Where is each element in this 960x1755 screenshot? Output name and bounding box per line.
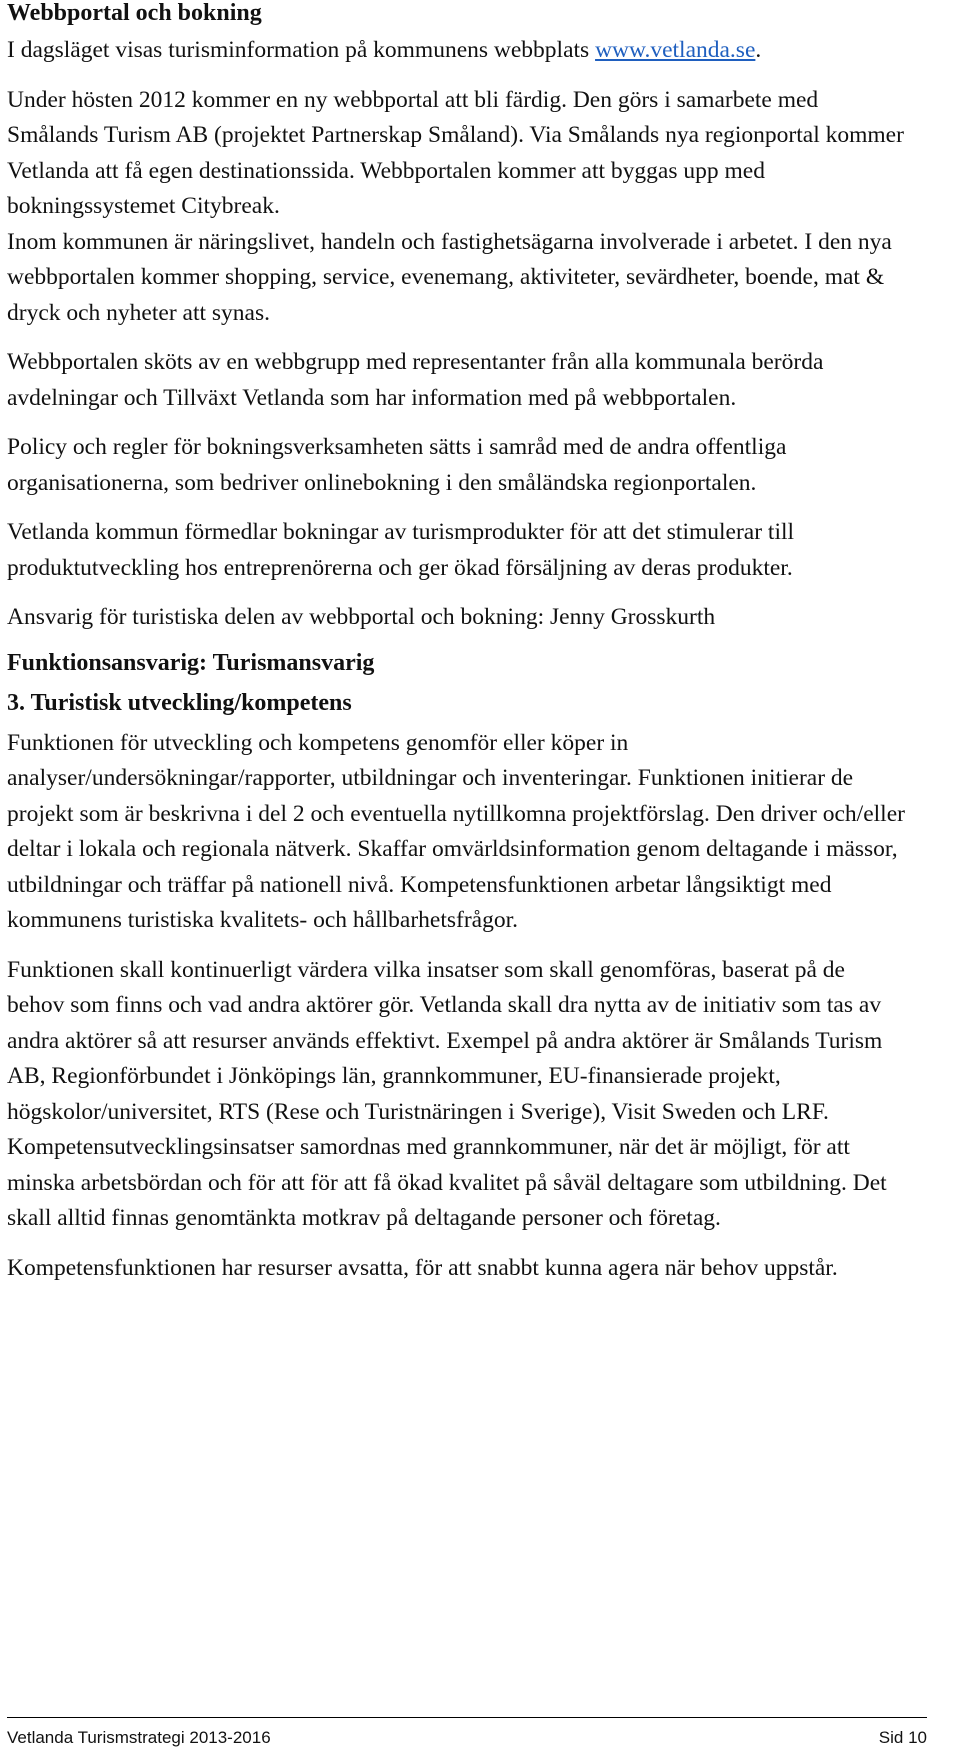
paragraph-intro-end: . [755,37,762,63]
paragraph-resurser: Kompetensfunktionen har resurser avsatta, för att snabbt kunna agera när behov uppstår. [7,1254,838,1281]
paragraph-policy: Policy och regler för bokningsverksamheten sätts i samråd med de andra offentliga organisationerna, som bedriver onlinebokning i den småländska regionportalen. [7,434,787,496]
paragraph-webbportal-new: Under hösten 2012 kommer en ny webbportal att bli färdig. Den görs i samarbete med Smålands Turism AB (projektet Partnerskap Småland). Via Smålands nya regionportal kommer Vetlanda att få egen destinationssida. Webbportalen kommer att byggas upp med bokningssystemet Citybreak. [7,86,904,219]
paragraph-vardera: Funktionen skall kontinuerligt värdera vilka insatser som skall genomföras, baserat på de behov som finns och vad andra aktörer gör. Vetlanda skall dra nytta av de initiativ som tas av andra aktörer så att resurser används effektivt. Exempel på andra aktörer är Smålands Turism AB, Regionförbundet i Jönköpings län, grannkommuner, EU-finansierade projekt, högskolor/universitet, RTS (Rese och Turistnäringen i Sverige), Visit Sweden och LRF. [7,956,883,1125]
footer-title: Vetlanda Turismstrategi 2013-2016 [7,1728,271,1747]
paragraph-kompetensutveckling: Kompetensutvecklingsinsatser samordnas med grannkommuner, när det är möjligt, för att minska arbetsbördan och för att för att få ökad kvalitet på såväl deltagare som utbildning. Det skall alltid finnas genomtänkta motkrav på deltagande personer och företag. [7,1134,887,1231]
section-heading-utveckling: 3. Turistisk utveckling/kompetens [7,689,352,716]
vetlanda-link[interactable]: www.vetlanda.se [595,37,756,63]
section-heading-webbportal: Webbportal och bokning [7,0,262,26]
role-heading: Funktionsansvarig: Turismansvarig [7,649,375,676]
footer-page-number: Sid 10 [878,1728,927,1747]
paragraph-webbgrupp: Webbportalen sköts av en webbgrupp med representanter från alla kommunala berörda avdelningar och Tillväxt Vetlanda som har information med på webbportalen. [7,349,824,411]
paragraph-intro [7,33,907,69]
paragraph-bokningar: Vetlanda kommun förmedlar bokningar av turismprodukter för att det stimulerar till produktutveckling hos entreprenörerna och ger ökad försäljning av deras produkter. [7,519,795,581]
paragraph-ansvarig: Ansvarig för turistiska delen av webbportal och bokning: Jenny Grosskurth [7,604,716,630]
paragraph-funktionen: Funktionen för utveckling och kompetens genomför eller köper in analyser/undersökningar/rapporter, utbildningar och inventeringar. Funktionen initierar de projekt som är beskrivna i del 2 och eventuella nytillkomna projektförslag. Den driver och/eller deltar i lokala och regionala nätverk. Skaffar omvärldsinformation genom deltagande i mässor, utbildningar och träffar på nationell nivå. Kompetensfunktionen arbetar långsiktigt med kommunens turistiska kvalitets- och hållbarhetsfrågor. [7,729,905,933]
page-footer [7,1717,927,1747]
paragraph-intro-text: I dagsläget visas turisminformation på kommunens webbplats [7,37,596,63]
document-page [7,0,907,1286]
paragraph-naringsliv: Inom kommunen är näringslivet, handeln och fastighetsägarna involverade i arbetet. I den nya webbportalen kommer shopping, service, evenemang, aktiviteter, sevärdheter, boende, mat & dryck och nyheter att synas. [7,228,892,326]
